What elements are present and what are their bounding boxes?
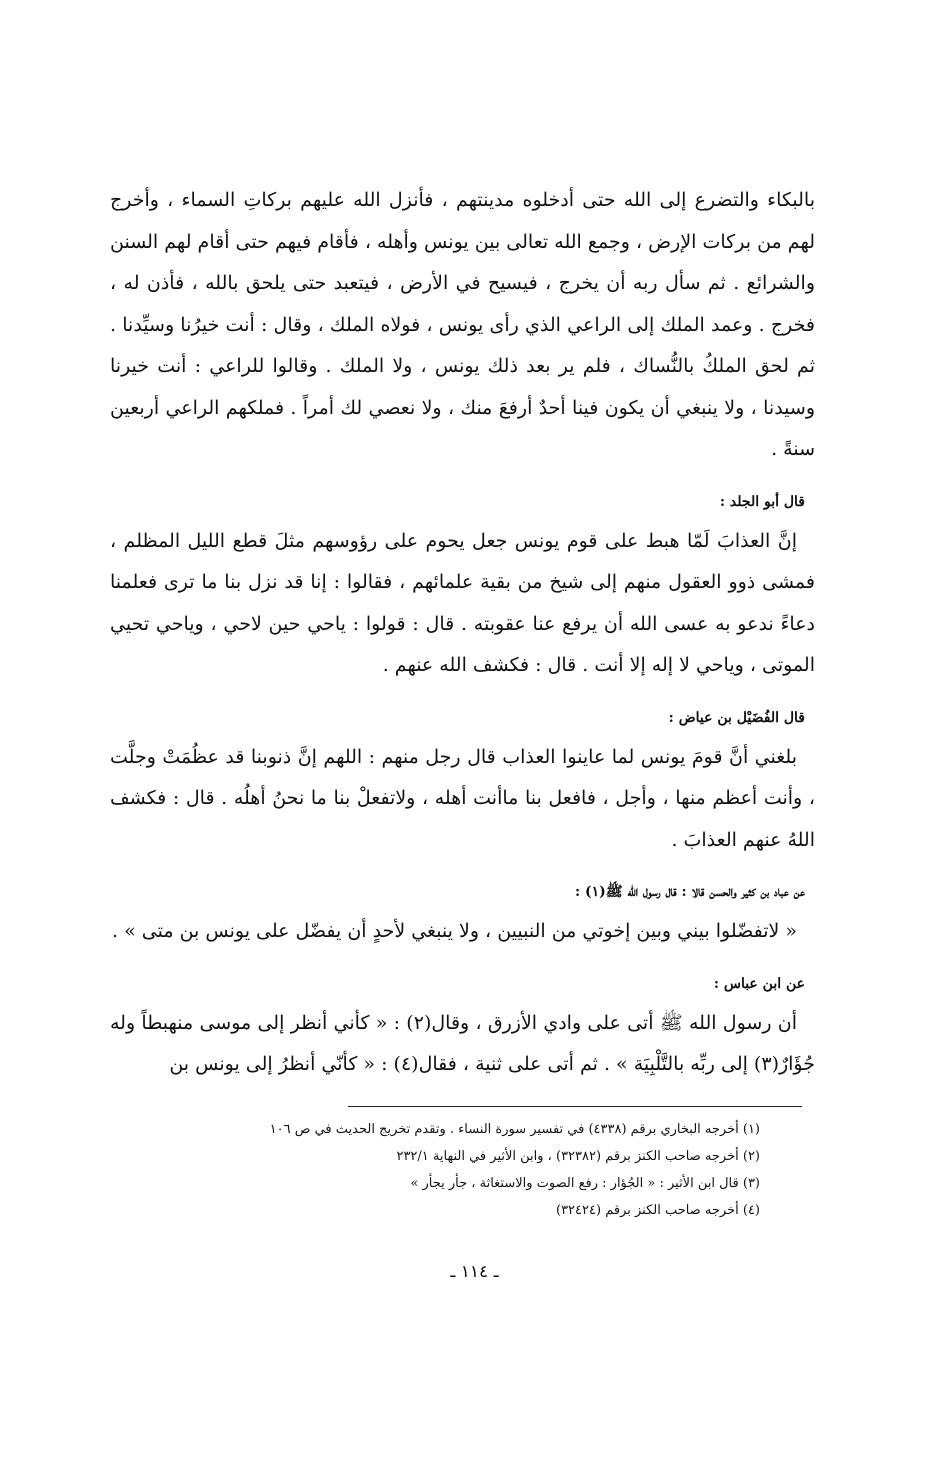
footnote-1: (١) أخرجه البخاري برقم (٤٣٣٨) في تفسير سورة النساء . وتقدم تخريج الحديث في ص ١٠٦ (269, 1122, 760, 1137)
paragraph-4: « لاتفضّلوا بيني وبين إخوتي من النبيين ، ولا ينبغي لأحدٍ أن يفضّل على يونس بن متى » . (112, 920, 797, 942)
page-body (110, 180, 815, 1086)
page-number: ـ ١١٤ ـ (450, 1262, 499, 1282)
paragraph-1: بالبكاء والتضرع إلى الله حتى أدخلوه مدينتهم ، فأنزل الله عليهم بركاتِ السماء ، وأخرج لهم من بركات الإرض ، وجمع الله تعالى بين يونس وأهله ، فأقام فيهم حتى أقام لهم السنن والشرائع . ثم سأل ربه أن يخرج ، فيسيح في الأرض ، فيتعبد حتى يلحق بالله ، فأذن له ، فخرج . وعمد الملك إلى الراعي الذي رأى يونس ، فولاه الملك ، وقال : أنت خيرُنا وسيِّدنا . ثم لحق الملكُ بالنُّساك ، فلم ير بعد ذلك يونس ، ولا الملك . وقالوا للراعي : أنت خيرنا وسيدنا ، ولا ينبغي أن يكون فينا أحدٌ أرفعَ منك ، ولا نعصي لك أمراً . فملكهم الراعي أربعين سنةً . (110, 189, 815, 460)
footnote-divider (348, 1106, 802, 1107)
section-heading-ibn-abbas: عن ابن عباس : (713, 975, 805, 992)
footnotes (200, 1116, 760, 1224)
section-heading-fudayl: قال الفُضَيْل بن عياض : (668, 709, 805, 726)
footnote-4: (٤) أخرجه صاحب الكنز برقم (٣٢٤٢٤) (556, 1203, 760, 1218)
paragraph-2: إنَّ العذابَ لَمّا هبط على قوم يونس جعل يحوم على رؤوسهم مثلَ قطع الليل المظلم ، فمشى ذوو العقول منهم إلى شيخ من بقية علمائهم ، فقالوا : إنا قد نزل بنا ما ترى فعلمنا دعاءً ندعو به عسى الله أن يرفع عنا عقوبته . قال : قولوا : ياحي حين لاحي ، وياحي تحيي الموتى ، وياحي لا إله إلا أنت . قال : فكشف الله عنهم . (110, 529, 815, 676)
footnote-2: (٢) أخرجه صاحب الكنز برقم (٣٢٣٨٢) ، وابن الأثير في النهاية ٢٣٢/١ (396, 1149, 760, 1164)
paragraph-5: أن رسول الله ﷺ أتى على وادي الأزرق ، وقال(٢) : « كأني أنظر إلى موسى منهبطاً وله جُؤَارٌ(٣) إلى ربِّه بالتَّلْبِيَة » . ثم أتى على ثنية ، فقال(٤) : « كأنّي أنظرُ إلى يونس بن (110, 1011, 815, 1075)
section-heading-abbad: عن عباد بن كثير والحسن قالا : قال رسول الله ﷺ(١) : (574, 884, 805, 900)
section-heading-abu-al-jald: قال أبو الجلد : (719, 493, 805, 510)
paragraph-3: بلغني أنَّ قومَ يونس لما عاينوا العذاب قال رجل منهم : اللهم إنَّ ذنوبنا قد عظُمَتْ وجلَّت ، وأنت أعظم منها ، وأجل ، فافعل بنا ماأنت أهله ، ولاتفعلْ بنا ما نحنُ أهلُه . قال : فكشف اللهُ عنهم العذابَ . (110, 745, 815, 851)
footnote-3: (٣) قال ابن الأثير : « الجُؤار : رفع الصوت والاستغاثة ، جأر يجأر » (410, 1176, 760, 1191)
